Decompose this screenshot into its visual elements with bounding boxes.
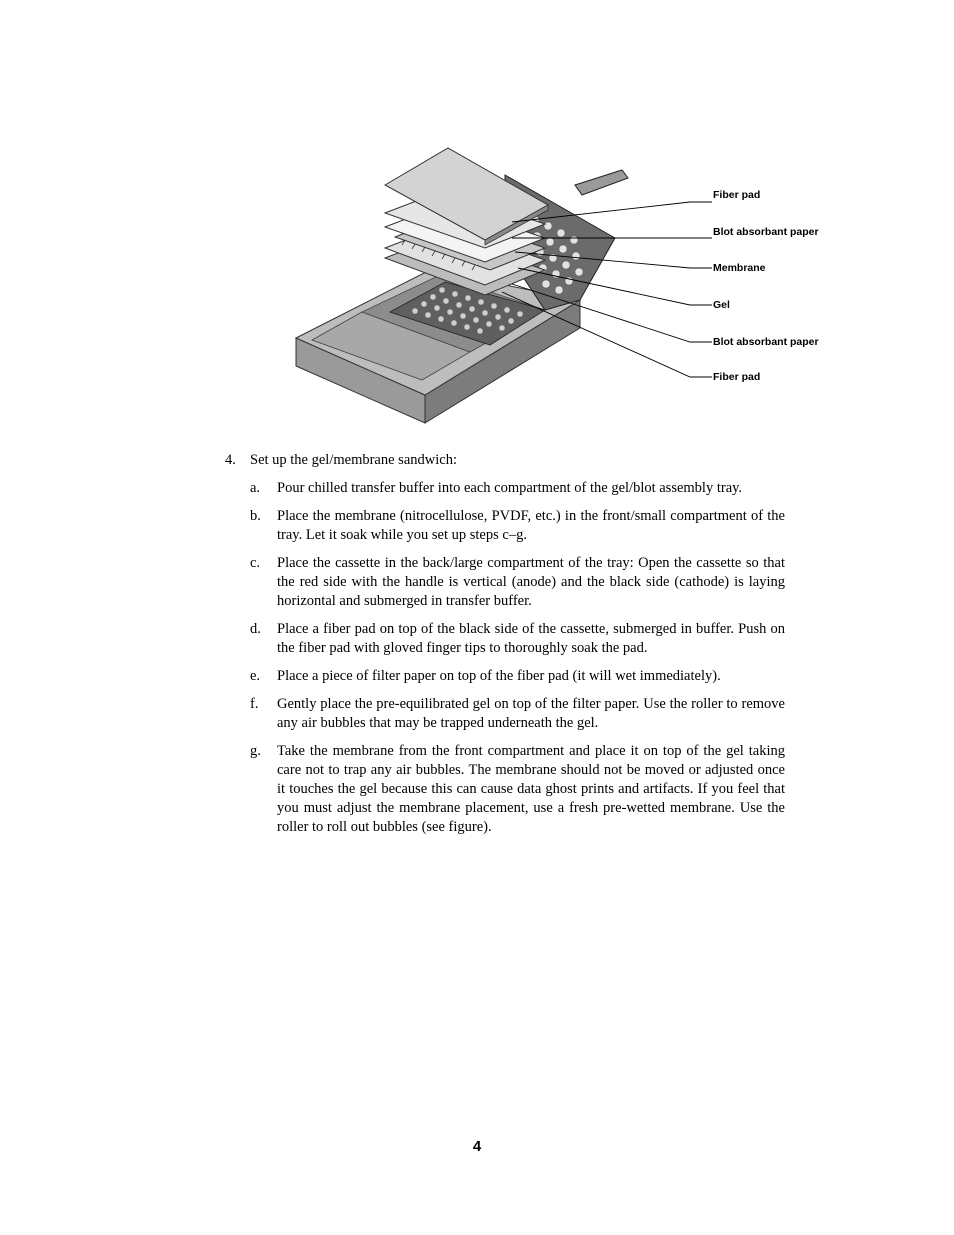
substep-d (250, 620, 785, 658)
substep-letter: f. (250, 696, 259, 712)
substep-text: Gently place the pre-equilibrated gel on top of the filter paper. Use the roller to remove any air bubbles that may be trapped underneath the gel. (277, 696, 785, 731)
callout-fiber-pad-top: Fiber pad (713, 189, 761, 201)
callout-blot-paper-top: Blot absorbant paper (713, 226, 819, 238)
assembly-tray-illustration (290, 140, 850, 435)
substep-letter: d. (250, 621, 261, 637)
substep-letter: g. (250, 743, 261, 759)
substep-text: Place the membrane (nitrocellulose, PVDF, etc.) in the front/small compartment of the tray. Let it soak while you set up steps c–g. (277, 508, 785, 543)
page-number: 4 (472, 1138, 482, 1155)
substep-f (250, 695, 785, 733)
cassette-handle (575, 170, 628, 195)
substep-list (250, 479, 785, 846)
substep-letter: b. (250, 508, 261, 524)
substep-c (250, 554, 785, 611)
callout-gel: Gel (713, 299, 730, 311)
callout-membrane: Membrane (713, 262, 766, 274)
substep-letter: c. (250, 555, 261, 571)
substep-text: Place a fiber pad on top of the black side of the cassette, submerged in buffer. Push on the fiber pad with gloved finger tips to thoroughly soak the pad. (277, 621, 785, 656)
step-text: Set up the gel/membrane sandwich: (250, 452, 457, 468)
step-number: 4. (225, 452, 236, 468)
substep-g (250, 742, 785, 837)
callout-blot-paper-bottom: Blot absorbant paper (713, 336, 819, 348)
substep-text: Take the membrane from the front compartment and place it on top of the gel taking care not to trap any air bubbles. The membrane should not be moved or adjusted once it touches the gel because this can cause data ghost prints and artifacts. If you feel that you must adjust the membrane placement, use a fresh pre-wetted membrane. Use the roller to roll out bubbles (see figure). (277, 743, 785, 835)
substep-text: Place a piece of filter paper on top of the fiber pad (it will wet immediately). (277, 668, 721, 684)
substep-text: Place the cassette in the back/large compartment of the tray: Open the cassette so that the red side with the handle is vertical (anode) and the black side (cathode) is laying horizontal and submerged in transfer buffer. (277, 555, 785, 609)
substep-b (250, 507, 785, 545)
substep-text: Pour chilled transfer buffer into each compartment of the gel/blot assembly tray. (277, 480, 743, 496)
callout-fiber-pad-bottom: Fiber pad (713, 371, 761, 383)
step-heading (225, 451, 457, 470)
substep-letter: e. (250, 668, 261, 684)
substep-a (250, 479, 785, 498)
substep-letter: a. (250, 480, 261, 496)
substep-e (250, 667, 785, 686)
